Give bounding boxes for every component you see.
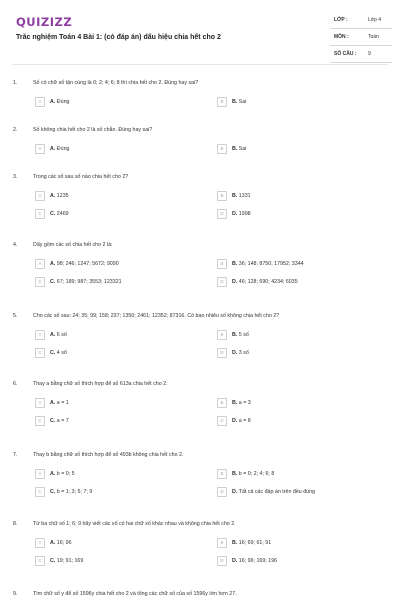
option-key: D. <box>232 489 238 495</box>
option-text <box>232 279 298 285</box>
option-key: C. <box>50 489 56 495</box>
option-key: C. <box>50 279 56 285</box>
option-key: B. <box>232 193 238 199</box>
answer-option[interactable] <box>217 259 377 269</box>
question-text: Tìm chữ số y để số 1596y chia hết cho 2 và tổng các chữ số của số 1596y lớn hơn 27. <box>33 591 237 597</box>
option-value: a = 3 <box>238 400 251 406</box>
answer-option[interactable] <box>217 487 377 497</box>
option-key: A. <box>50 400 56 406</box>
option-text <box>50 400 69 406</box>
option-value: Đúng <box>56 99 70 105</box>
option-value: 67; 189; 987; 3553; 123321 <box>56 279 122 285</box>
info-row-count <box>330 46 392 63</box>
question-item <box>0 242 400 302</box>
option-letter-box[interactable]: B <box>217 144 227 154</box>
option-text <box>50 489 92 495</box>
answer-option[interactable] <box>35 348 195 358</box>
option-value: 46; 128; 690; 4234; 6035 <box>238 279 298 285</box>
option-text <box>50 558 83 564</box>
info-value: 9 <box>368 51 371 57</box>
answer-option[interactable] <box>35 487 195 497</box>
info-row-class <box>330 12 392 29</box>
question-number: 2. <box>13 127 18 133</box>
option-letter-box[interactable]: A <box>35 191 45 201</box>
option-key: D. <box>232 418 238 424</box>
option-letter-box[interactable]: A <box>35 330 45 340</box>
option-text <box>232 99 246 105</box>
option-value: b = 1; 3; 5; 7; 9 <box>56 489 93 495</box>
option-text <box>50 471 75 477</box>
worksheet-title: Trắc nghiệm Toán 4 Bài 1: (có đáp án) dấu hiệu chia hết cho 2 <box>16 34 221 41</box>
question-text: Cho các số sau: 24; 35; 99; 158; 237; 1350; 2461; 12352; 87316. Có bao nhiêu số không chia hết cho 2? <box>33 313 280 319</box>
question-text: Số có chữ số tận cùng là 0; 2; 4; 6; 8 thì chia hết cho 2. Đúng hay sai? <box>33 80 199 86</box>
option-value: a = 7 <box>56 418 69 424</box>
info-label: MÔN : <box>334 34 349 40</box>
option-letter-box[interactable]: A <box>35 97 45 107</box>
option-value: Sai <box>238 146 247 152</box>
info-label: SỐ CÂU : <box>334 51 357 57</box>
question-text: Từ ba chữ số 1; 6; 9 hãy viết các số có hai chữ số khác nhau và không chia hết cho 2. <box>33 521 236 527</box>
option-value: 4 số <box>56 350 67 356</box>
option-value: 16; 96 <box>56 540 72 546</box>
option-letter-box[interactable]: B <box>217 538 227 548</box>
option-text <box>232 558 277 564</box>
option-key: A. <box>50 99 56 105</box>
answer-option[interactable] <box>217 209 377 219</box>
option-value: 3 số <box>238 350 249 356</box>
answer-option[interactable] <box>217 97 377 107</box>
option-text <box>232 211 251 217</box>
option-text <box>50 350 67 356</box>
option-text <box>50 418 69 424</box>
option-text <box>232 418 251 424</box>
option-key: C. <box>50 350 56 356</box>
option-letter-box[interactable]: A <box>35 398 45 408</box>
option-value: b = 0; 5 <box>56 471 75 477</box>
option-value: 1998 <box>238 211 251 217</box>
question-number: 4. <box>13 242 18 248</box>
option-value: 36; 148; 8750; 17952; 3344 <box>238 261 304 267</box>
question-item <box>0 521 400 581</box>
option-key: A. <box>50 146 56 152</box>
info-table <box>330 12 392 63</box>
option-key: B. <box>232 99 238 105</box>
option-key: B. <box>232 540 238 546</box>
answer-option[interactable] <box>217 348 377 358</box>
option-text <box>232 540 271 546</box>
info-label: LỚP : <box>334 17 348 23</box>
option-letter-box[interactable]: C <box>35 348 45 358</box>
question-text: Số không chia hết cho 2 là số chẵn. Đúng hay sai? <box>33 127 153 133</box>
question-number: 5. <box>13 313 18 319</box>
option-letter-box[interactable]: D <box>217 487 227 497</box>
question-item <box>0 452 400 512</box>
option-text <box>232 261 304 267</box>
option-text <box>232 471 274 477</box>
answer-option[interactable] <box>35 556 195 566</box>
answer-option[interactable] <box>35 330 195 340</box>
question-number: 6. <box>13 381 18 387</box>
option-letter-box[interactable]: A <box>35 469 45 479</box>
question-number: 9. <box>13 591 18 597</box>
option-letter-box[interactable]: D <box>217 416 227 426</box>
quizizz-logo: QUIZIZZ <box>16 15 73 29</box>
option-value: b = 0; 2; 4; 6; 8 <box>238 471 275 477</box>
option-value: a = 1 <box>56 400 69 406</box>
option-key: B. <box>232 332 238 338</box>
question-number: 7. <box>13 452 18 458</box>
option-key: C. <box>50 558 56 564</box>
option-value: 1235 <box>56 193 69 199</box>
option-value: Sai <box>238 99 247 105</box>
option-key: D. <box>232 279 238 285</box>
answer-option[interactable] <box>217 538 377 548</box>
option-letter-box[interactable]: B <box>217 191 227 201</box>
answer-option[interactable] <box>35 277 195 287</box>
option-text <box>232 350 249 356</box>
option-key: B. <box>232 400 238 406</box>
question-number: 8. <box>13 521 18 527</box>
option-text <box>232 146 246 152</box>
question-text: Thay a bằng chữ số thích hợp để số 613a chia hết cho 2. <box>33 381 168 387</box>
option-value: 1331 <box>238 193 251 199</box>
option-key: B. <box>232 146 238 152</box>
option-value: 6 số <box>56 332 67 338</box>
answer-option[interactable] <box>217 330 377 340</box>
option-text <box>50 332 67 338</box>
option-key: A. <box>50 261 56 267</box>
option-text <box>50 99 69 105</box>
option-text <box>232 400 251 406</box>
option-text <box>232 332 249 338</box>
answer-option[interactable] <box>35 398 195 408</box>
option-key: D. <box>232 350 238 356</box>
option-key: A. <box>50 332 56 338</box>
option-text <box>50 261 119 267</box>
answer-option[interactable] <box>35 209 195 219</box>
question-text: Trong các số sau số nào chia hết cho 2? <box>33 174 129 180</box>
option-key: D. <box>232 558 238 564</box>
question-item <box>0 381 400 441</box>
option-text <box>50 279 122 285</box>
option-value: 16; 96; 169; 196 <box>238 558 278 564</box>
option-value: Đúng <box>56 146 70 152</box>
answer-option[interactable] <box>35 191 195 201</box>
option-text <box>232 193 251 199</box>
option-value: Tất cả các đáp án trên đều đúng <box>238 489 315 495</box>
option-letter-box[interactable]: C <box>35 277 45 287</box>
option-key: D. <box>232 211 238 217</box>
info-row-subject <box>330 29 392 46</box>
option-letter-box[interactable]: C <box>35 209 45 219</box>
option-letter-box[interactable]: D <box>217 556 227 566</box>
answer-option[interactable] <box>217 469 377 479</box>
question-item <box>0 591 400 600</box>
option-letter-box[interactable]: A <box>35 144 45 154</box>
option-text <box>50 211 69 217</box>
option-text <box>232 489 315 495</box>
option-letter-box[interactable]: B <box>217 97 227 107</box>
option-letter-box[interactable]: D <box>217 277 227 287</box>
answer-option[interactable] <box>217 144 377 154</box>
option-key: B. <box>232 471 238 477</box>
option-letter-box[interactable]: B <box>217 330 227 340</box>
option-letter-box[interactable]: D <box>217 209 227 219</box>
answer-option[interactable] <box>35 538 195 548</box>
answer-option[interactable] <box>217 191 377 201</box>
question-text: Thay b bằng chữ số thích hợp để số 493b không chia hết cho 2. <box>33 452 184 458</box>
option-value: 98; 246; 1247; 5672; 9090 <box>56 261 119 267</box>
answer-option[interactable] <box>217 416 377 426</box>
option-letter-box[interactable]: C <box>35 556 45 566</box>
option-letter-box[interactable]: B <box>217 469 227 479</box>
option-letter-box[interactable]: C <box>35 416 45 426</box>
question-number: 3. <box>13 174 18 180</box>
option-key: A. <box>50 471 56 477</box>
question-item <box>0 313 400 373</box>
option-letter-box[interactable]: A <box>35 538 45 548</box>
question-text: Dãy gồm các số chia hết cho 2 là: <box>33 242 113 248</box>
option-key: C. <box>50 211 56 217</box>
info-value: Lớp 4 <box>368 17 382 23</box>
answer-option[interactable] <box>35 416 195 426</box>
option-text <box>50 193 69 199</box>
answer-option[interactable] <box>35 144 195 154</box>
option-letter-box[interactable]: D <box>217 348 227 358</box>
option-key: A. <box>50 540 56 546</box>
option-key: C. <box>50 418 56 424</box>
option-key: A. <box>50 193 56 199</box>
option-letter-box[interactable]: B <box>217 259 227 269</box>
answer-option[interactable] <box>35 259 195 269</box>
option-value: 19; 91; 169 <box>56 558 84 564</box>
option-value: a = 8 <box>238 418 251 424</box>
answer-option[interactable] <box>217 398 377 408</box>
option-value: 2469 <box>56 211 69 217</box>
question-item <box>0 174 400 234</box>
option-letter-box[interactable]: A <box>35 259 45 269</box>
option-letter-box[interactable]: B <box>217 398 227 408</box>
question-number: 1. <box>13 80 18 86</box>
answer-option[interactable] <box>217 556 377 566</box>
answer-option[interactable] <box>35 469 195 479</box>
option-text <box>50 540 72 546</box>
header-divider <box>12 64 388 65</box>
option-letter-box[interactable]: C <box>35 487 45 497</box>
option-text <box>50 146 69 152</box>
info-value: Toán <box>368 34 379 40</box>
option-value: 5 số <box>238 332 249 338</box>
option-value: 16; 69; 61; 91 <box>238 540 272 546</box>
option-key: B. <box>232 261 238 267</box>
answer-option[interactable] <box>35 97 195 107</box>
answer-option[interactable] <box>217 277 377 287</box>
